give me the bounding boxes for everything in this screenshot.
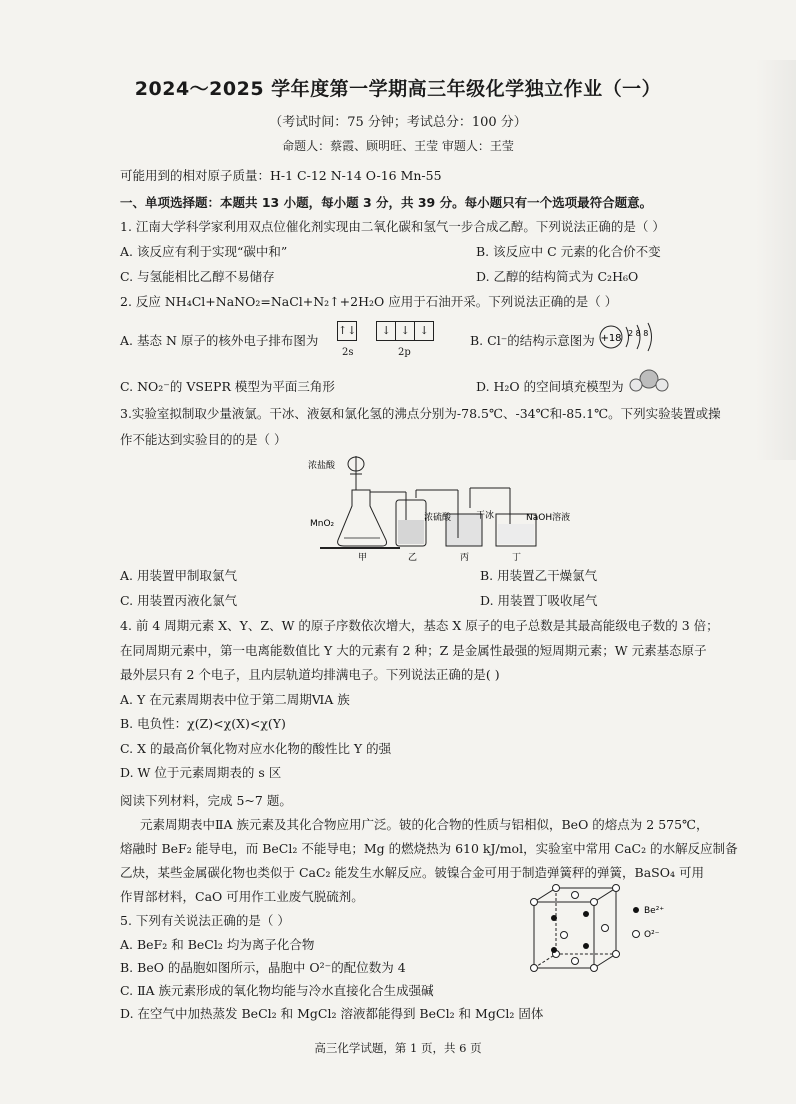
q2-option-d: D. H₂O 的空间填充模型为 [476,379,624,394]
q1-stem: 1. 江南大学科学家利用双点位催化剂实现由二氧化碳和氢气一步合成乙醇。下列说法正确的是（ ） [120,219,665,234]
orbital-diagram [338,320,434,341]
q5-option-c: C. ⅡA 族元素形成的氧化物均能与冷水直接化合生成强碱 [120,983,434,998]
orbital-label-2s: 2s [342,347,354,358]
reading-p2: 熔融时 BeF₂ 能导电，而 BeCl₂ 不能导电；Mg 的燃烧热为 610 kJ/mol，实验室中常用 CaC₂ 的水解反应制备 [120,841,738,856]
orbital-2p-1: ↓ [376,321,396,341]
q4-option-b: B. 电负性：χ(Z)<χ(X)<χ(Y) [120,716,286,731]
legend-be: Be²⁺ [644,906,665,916]
beo-crystal-cell [524,882,684,978]
authors-line: 命题人：蔡霞、顾明旺、王莹 审题人：王莹 [282,139,514,153]
label-bing: 丙 [460,553,470,563]
q4-stem-2: 在同周期元素中，第一电离能数值比 Y 大的元素有 2 种；Z 是金属性最强的短周期元素；W 元素基态原子 [120,643,707,658]
label-yi: 乙 [408,553,418,563]
q3-stem-2: 作不能达到实验目的的是（ ） [120,432,287,447]
label-jia: 甲 [358,553,368,563]
reading-p4: 作胃部材料，CaO 可用作工业废气脱硫剂。 [120,889,364,904]
exam-info: （考试时间：75 分钟；考试总分：100 分） [269,115,527,130]
q1-option-d: D. 乙醇的结构简式为 C₂H₆O [476,269,639,284]
q3-option-a: A. 用装置甲制取氯气 [120,568,237,583]
atomic-masses: 可能用到的相对原子质量：H-1 C-12 N-14 O-16 Mn-55 [120,168,442,183]
q3-option-c: C. 用装置丙液化氯气 [120,593,238,608]
section-heading: 一、单项选择题：本题共 13 小题，每小题 3 分，共 39 分。每小题只有一个选项最符合题意。 [120,195,653,210]
q3-stem-1: 3.实验室拟制取少量液氯。干冰、液氨和氯化氢的沸点分别为-78.5℃、-34℃和-85.1℃。下列实验装置或操 [120,406,721,421]
reading-p1: 元素周期表中ⅡA 族元素及其化合物应用广泛。铍的化合物的性质与铝相似，BeO 的熔点为 2 575℃， [140,817,709,832]
q4-option-c: C. X 的最高价氧化物对应水化物的酸性比 Y 的强 [120,741,392,756]
reading-intro: 阅读下列材料，完成 5~7 题。 [120,793,292,808]
label-conc-hcl: 浓盐酸 [308,461,336,471]
water-model-image [626,366,672,398]
apparatus-figure [300,448,590,568]
q5-stem: 5. 下列有关说法正确的是（ ） [120,913,290,928]
label-conc-h2so4: 浓硫酸 [424,513,452,523]
orbital-2p-3: ↓ [414,321,434,341]
label-naoh: NaOH溶液 [526,513,571,523]
label-ding: 丁 [512,553,522,563]
label-mno2: MnO₂ [310,519,335,529]
q3-option-d: D. 用装置丁吸收尾气 [480,593,598,608]
q4-stem-3: 最外层只有 2 个电子，且内层轨道均排满电子。下列说法正确的是( ) [120,667,500,682]
q3-option-b: B. 用装置乙干燥氯气 [480,568,598,583]
orbital-2s: ↑↓ [337,321,357,341]
q2-stem: 2. 反应 NH₄Cl+NaNO₂=NaCl+N₂↑+2H₂O 应用于石油开采。下列说法正确的是（ ） [120,294,618,309]
cl-shell-numbers: 2 8 8 [628,329,649,338]
orbital-2p-2: ↓ [395,321,415,341]
q4-option-a: A. Y 在元素周期表中位于第二周期ⅥA 族 [120,692,350,707]
q4-stem-1: 4. 前 4 周期元素 X、Y、Z、W 的原子序数依次增大，基态 X 原子的电子总数是其最高能级电子数的 3 倍； [120,618,719,633]
cl-nucleus-label: +18 [600,333,622,344]
q5-option-d: D. 在空气中加热蒸发 BeCl₂ 和 MgCl₂ 溶液都能得到 BeCl₂ 和 MgCl₂ 固体 [120,1006,544,1021]
q5-option-b: B. BeO 的晶胞如图所示，晶胞中 O²⁻的配位数为 4 [120,960,406,975]
q1-option-a: A. 该反应有利于实现“碳中和” [120,244,288,259]
orbital-label-2p: 2p [398,347,411,358]
q2-option-c: C. NO₂⁻的 VSEPR 模型为平面三角形 [120,379,335,394]
cl-ion-diagram [598,322,664,356]
label-dry-ice: 干冰 [476,511,495,521]
page-title: 2024～2025 学年度第一学期高三年级化学独立作业（一） [134,78,662,100]
q1-option-c: C. 与氢能相比乙醇不易储存 [120,269,275,284]
q2-option-b: B. Cl⁻的结构示意图为 [470,333,595,348]
page-footer: 高三化学试题，第 1 页，共 6 页 [314,1041,482,1055]
q1-option-b: B. 该反应中 C 元素的化合价不变 [476,244,661,259]
q5-option-a: A. BeF₂ 和 BeCl₂ 均为离子化合物 [120,937,315,952]
q4-option-d: D. W 位于元素周期表的 s 区 [120,765,282,780]
q2-option-a: A. 基态 N 原子的核外电子排布图为 [120,333,319,348]
reading-p3: 乙炔，某些金属碳化物也类似于 CaC₂ 能发生水解反应。铍镍合金可用于制造弹簧秤的弹簧，BaSO₄ 可用 [120,865,704,880]
legend-o: O²⁻ [644,930,660,940]
